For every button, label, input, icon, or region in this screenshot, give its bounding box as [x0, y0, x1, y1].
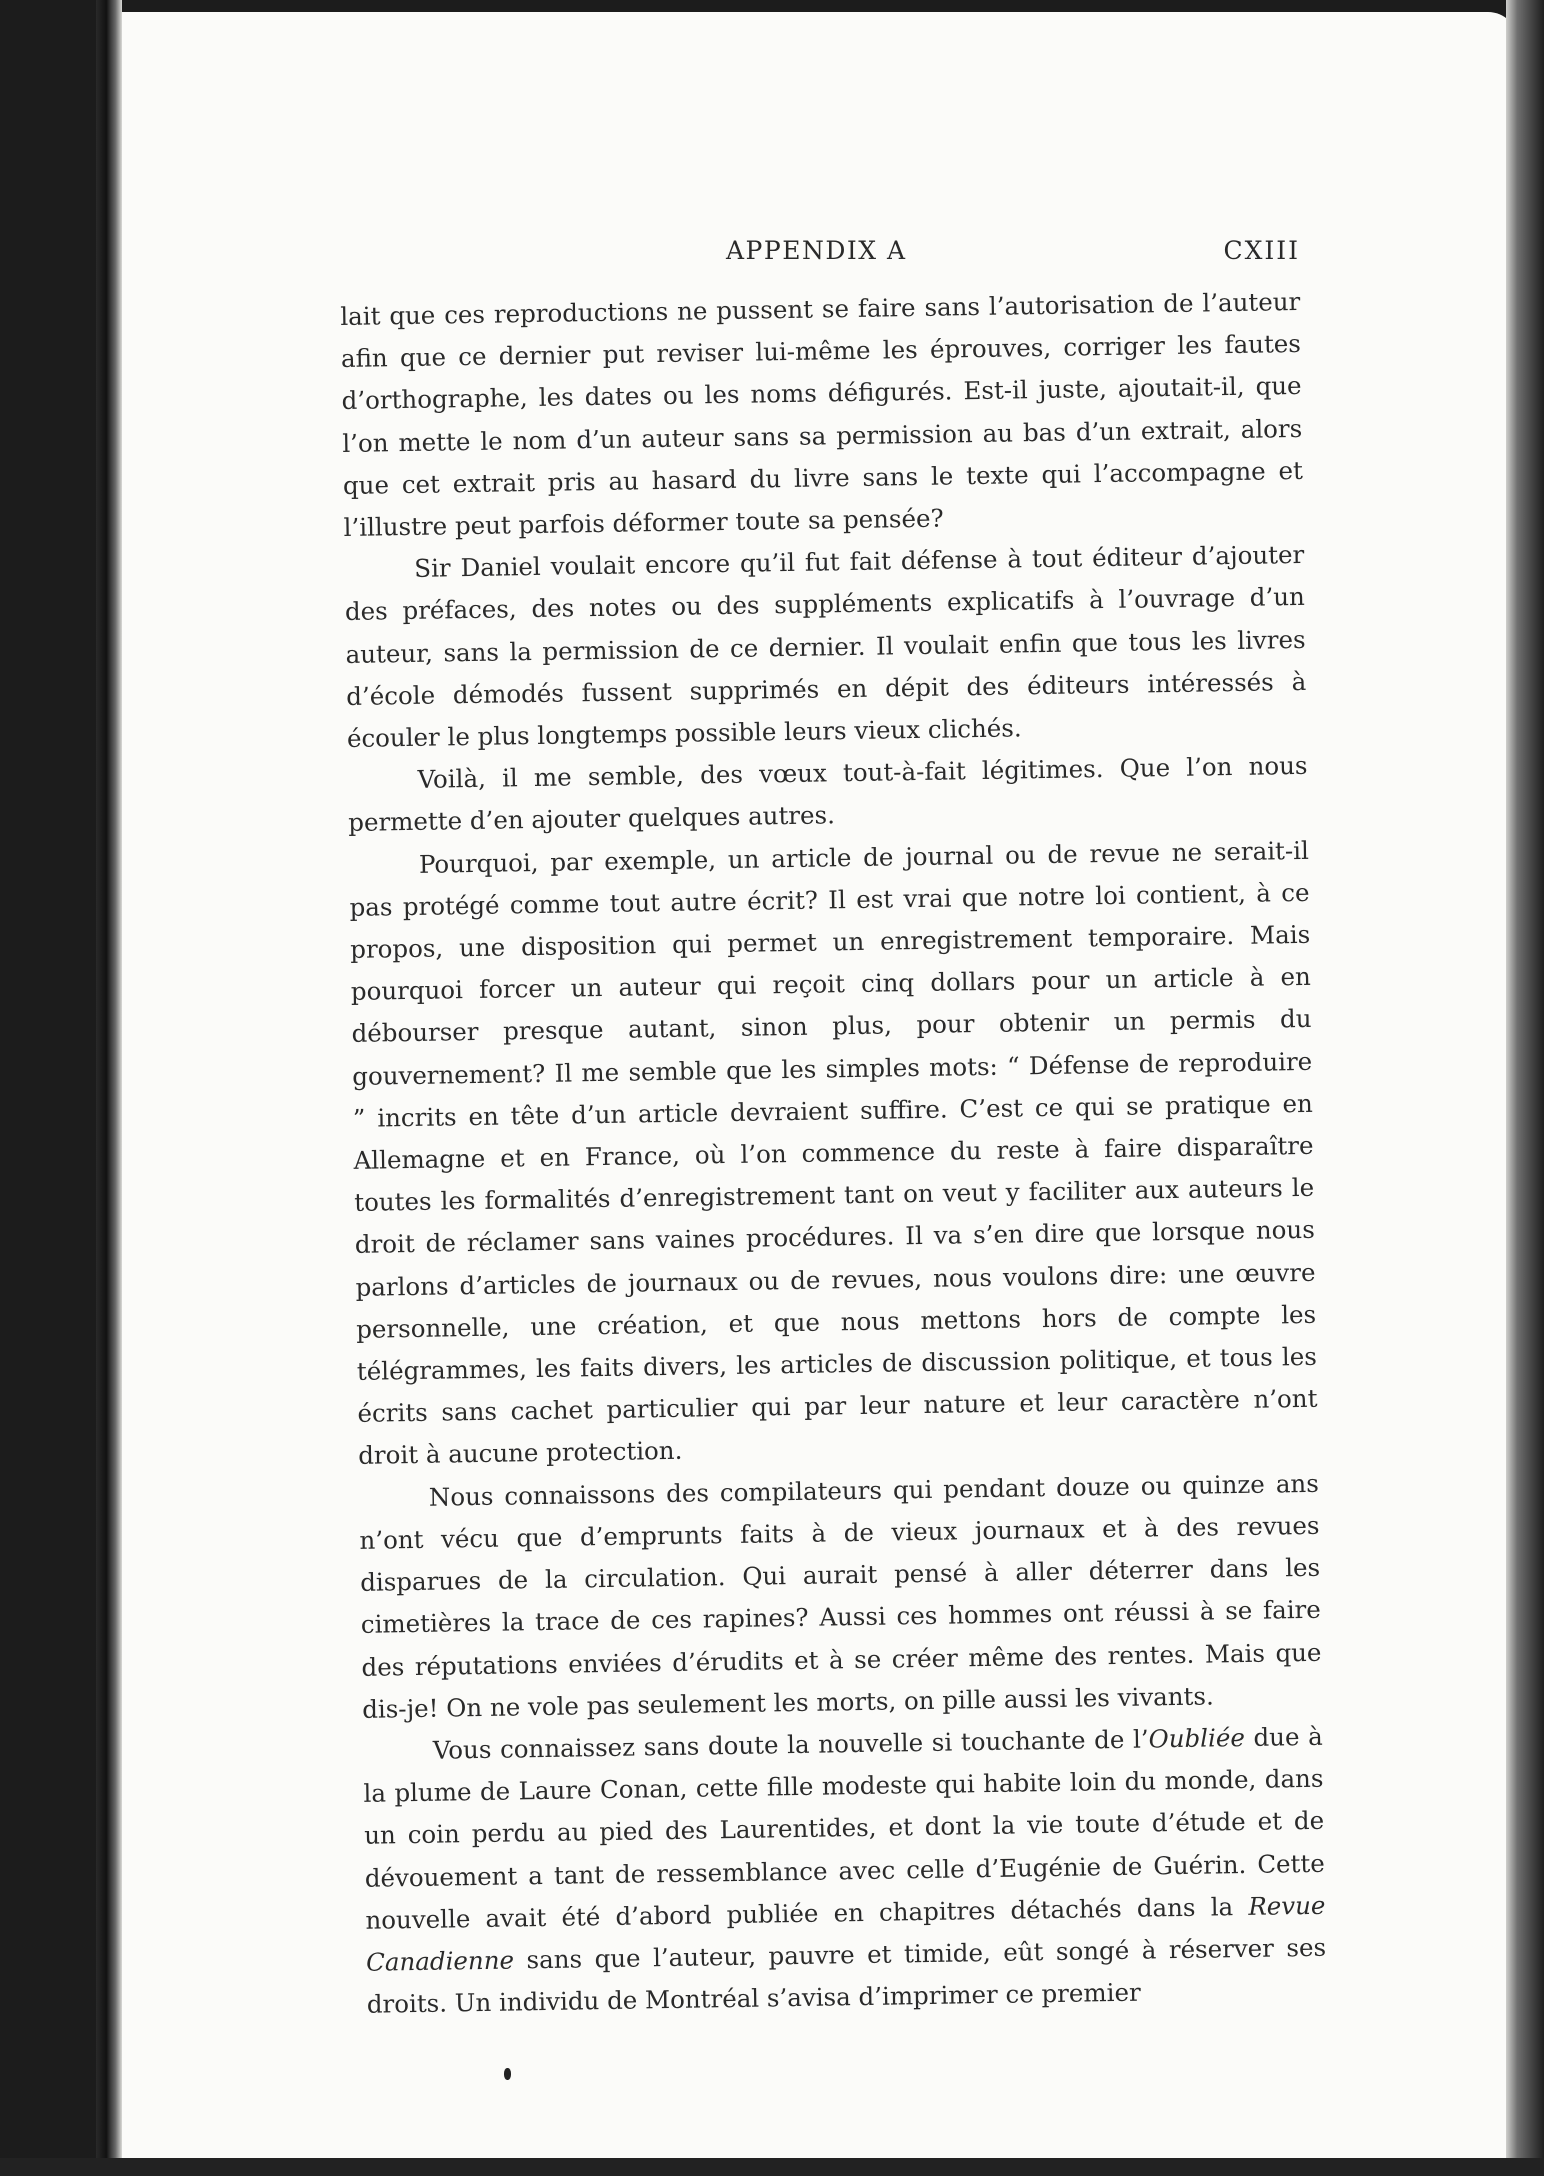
- paragraph-1: lait que ces reproductions ne pussent se faire sans l’autorisation de l’auteur afin que ce dernier put reviser lui-même les éprouves, corriger les fautes d’orthographe, les dates ou les noms défigurés. Est-il juste, ajoutait-il, que l’on mette le nom d’un auteur sans sa permission au bas d’un extrait, alors que cet extrait pris au hasard du livre sans le texte qui l’accompagne et l’illustre peut parfois déformer toute sa pensée?: [340, 286, 1304, 542]
- body-text: [340, 281, 1327, 2026]
- paragraph-5: Nous connaissons des compilateurs qui pendant douze ou quinze ans n’ont vécu que d’emprunts faits à de vieux journaux et à des revues disparues de la circulation. Qui aurait pensé à aller déterrer dans les cimetières la trace de ces rapines? Aussi ces hommes ont réussi à se faire des réputations enviées d’érudits et à se créer même des rentes. Mais que dis-je! On ne vole pas seulement les morts, on pille aussi les vivants.: [359, 1468, 1322, 1724]
- paragraph-6-text-after: sans que l’auteur, pauvre et timide, eût songé à réserver ses droits. Un individu de Montréal s’avisa d’imprimer ce premier: [366, 1932, 1327, 2019]
- page-number: CXIII: [1223, 236, 1300, 265]
- ink-speck: [504, 2068, 511, 2080]
- paragraph-6: [363, 1716, 1328, 2026]
- paragraph-3: Voilà, il me semble, des vœux tout-à-fait légitimes. Que l’on nous permette d’en ajouter quelques autres.: [348, 751, 1308, 838]
- running-head: [340, 236, 1300, 276]
- paragraph-4: Pourquoi, par exemple, un article de journal ou de revue ne serait-il pas protégé comme tout autre écrit? Il est vrai que notre loi contient, à ce propos, une disposition qui permet un enregistrement temporaire. Mais pourquoi forcer un auteur qui reçoit cinq dollars pour un article à en débourser presque autant, sinon plus, pour obtenir un permis du gouvernement? Il me semble que les simples mots: “ Défense de reproduire ” incrits en tête d’un article devraient suffire. C’est ce qui se pratique en Allemagne et en France, où l’on commence du reste à faire disparaître toutes les formalités d’enregistrement tant on veut y faciliter aux auteurs le droit de réclamer sans vaines procédures. Il va s’en dire que lorsque nous parlons d’articles de journaux ou de revues, nous voulons dire: une œuvre personnelle, une création, et que nous mettons hors de compte les télégrammes, les faits divers, les articles de discussion politique, et tous les écrits sans cachet particulier qui par leur nature et leur caractère n’ont droit à aucune protection.: [349, 835, 1318, 1471]
- book-gutter: [96, 0, 122, 2176]
- page-edge-shadow: [1506, 0, 1544, 2176]
- paragraph-2: Sir Daniel voulait encore qu’il fut fait défense à tout éditeur d’ajouter des préfaces, des notes ou des suppléments explicatifs à l’ouvrage d’un auteur, sans la permission de ce dernier. Il voulait enfin que tous les livres d’école démodés fussent supprimés en dépit des éditeurs intéressés à écouler le plus longtemps possible leurs vieux clichés.: [344, 540, 1307, 753]
- scan-border: [0, 2158, 1544, 2176]
- work-title-revue-canadienne: Revue Canadienne: [365, 1890, 1326, 1977]
- paragraph-6-text-middle: due à la plume de Laure Conan, cette fille modeste qui habite loin du monde, dans un coin perdu au pied des Laurentides, et dont la vie toute d’étude et de dévouement a tant de ressemblance avec celle d’Eugénie de Guérin. Cette nouvelle avait été d’abord publiée en chapitres détachés dans la: [363, 1721, 1325, 1935]
- work-title-oubliee: Oubliée: [1148, 1722, 1246, 1754]
- paragraph-6-text-before: Vous connaissez sans doute la nouvelle si touchante de l’: [432, 1724, 1149, 1765]
- running-title: APPENDIX A: [726, 236, 907, 265]
